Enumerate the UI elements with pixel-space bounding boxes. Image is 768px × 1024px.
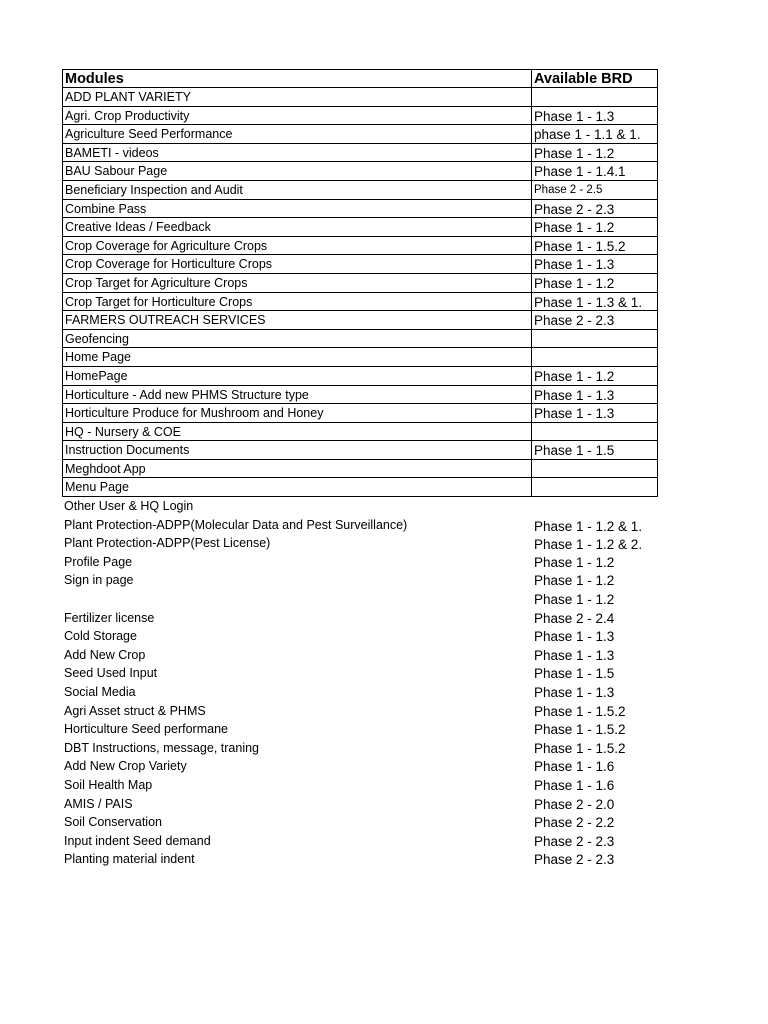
brd-cell[interactable]: Phase 1 - 1.3: [532, 107, 658, 126]
brd-cell[interactable]: Phase 2 - 2.3: [532, 200, 658, 219]
spreadsheet-table: [62, 69, 658, 869]
brd-cell[interactable]: [532, 330, 658, 349]
table-row: [62, 850, 658, 869]
module-cell[interactable]: Cold Storage: [64, 629, 137, 644]
module-cell[interactable]: Planting material indent: [64, 852, 195, 867]
module-cell[interactable]: DBT Instructions, message, traning: [64, 740, 259, 755]
table-row: [62, 813, 658, 832]
brd-cell[interactable]: Phase 1 - 1.3: [532, 404, 658, 423]
module-cell[interactable]: Plant Protection-ADPP(Pest License): [64, 536, 271, 551]
brd-cell[interactable]: Phase 1 - 1.5.2: [534, 722, 626, 738]
module-cell[interactable]: Other User & HQ Login: [64, 499, 194, 514]
module-cell[interactable]: Social Media: [64, 685, 136, 699]
module-cell[interactable]: Plant Protection-ADPP(Molecular Data and Pest Surveillance): [64, 517, 408, 532]
module-cell[interactable]: Input indent Seed demand: [64, 833, 211, 848]
module-cell[interactable]: Add New Crop Variety: [64, 759, 187, 774]
brd-cell[interactable]: Phase 1 - 1.5: [532, 441, 658, 460]
brd-cell[interactable]: [532, 460, 658, 479]
module-cell[interactable]: Home Page: [62, 348, 532, 367]
table-row: [62, 832, 658, 851]
table-row: [62, 423, 658, 442]
module-cell[interactable]: ADD PLANT VARIETY: [62, 88, 532, 107]
module-cell[interactable]: Meghdoot App: [62, 460, 532, 479]
table-row: [62, 237, 658, 256]
module-cell[interactable]: BAU Sabour Page: [62, 162, 532, 181]
brd-cell[interactable]: Phase 1 - 1.5.2: [534, 740, 626, 756]
brd-cell[interactable]: Phase 1 - 1.3: [534, 629, 615, 645]
module-cell[interactable]: Horticulture - Add new PHMS Structure type: [62, 386, 532, 405]
brd-cell[interactable]: [532, 478, 658, 497]
table-row: [62, 627, 658, 646]
table-row: [62, 553, 658, 572]
table-row: [62, 255, 658, 274]
module-cell[interactable]: Sign in page: [64, 573, 134, 588]
module-cell[interactable]: Agri Asset struct & PHMS: [64, 703, 206, 718]
table-row: [62, 646, 658, 665]
table-row: [62, 330, 658, 349]
table-row: [62, 534, 658, 553]
table-row: [62, 107, 658, 126]
brd-cell[interactable]: Phase 1 - 1.2: [532, 274, 658, 293]
module-cell[interactable]: Combine Pass: [62, 200, 532, 219]
brd-cell[interactable]: Phase 1 - 1.3: [532, 386, 658, 405]
brd-cell[interactable]: Phase 1 - 1.5.2: [532, 237, 658, 256]
table-row: [62, 367, 658, 386]
brd-cell[interactable]: Phase 1 - 1.2: [532, 218, 658, 237]
module-cell[interactable]: Menu Page: [62, 478, 532, 497]
table-body: [62, 88, 658, 869]
table-row: [62, 386, 658, 405]
module-cell[interactable]: Crop Coverage for Horticulture Crops: [62, 255, 532, 274]
table-row: [62, 795, 658, 814]
module-cell[interactable]: Soil Conservation: [64, 815, 162, 830]
module-cell[interactable]: Crop Target for Agriculture Crops: [62, 274, 532, 293]
brd-cell[interactable]: [532, 423, 658, 442]
brd-cell[interactable]: Phase 1 - 1.3 & 1.: [532, 293, 658, 312]
module-cell[interactable]: [62, 590, 532, 609]
brd-cell[interactable]: Phase 1 - 1.4.1: [532, 162, 658, 181]
brd-cell[interactable]: Phase 1 - 1.6: [534, 777, 615, 793]
module-cell[interactable]: Fertilizer license: [64, 610, 155, 625]
table-row: [62, 200, 658, 219]
module-cell[interactable]: Creative Ideas / Feedback: [62, 218, 532, 237]
table-row: [62, 478, 658, 497]
brd-cell[interactable]: Phase 1 - 1.3: [534, 647, 615, 663]
table-row: [62, 571, 658, 590]
module-cell[interactable]: Seed Used Input: [64, 666, 158, 681]
brd-cell[interactable]: Phase 1 - 1.5.2: [534, 703, 626, 719]
table-row: [62, 348, 658, 367]
header-modules[interactable]: Modules: [62, 69, 532, 88]
brd-cell[interactable]: Phase 2 - 2.5: [532, 181, 658, 200]
brd-cell[interactable]: Phase 1 - 1.2: [532, 367, 658, 386]
table-row: [62, 218, 658, 237]
table-row: [62, 720, 658, 739]
table-row: [62, 162, 658, 181]
brd-cell[interactable]: Phase 2 - 2.3: [532, 311, 658, 330]
table-row: [62, 702, 658, 721]
table-row: [62, 497, 658, 516]
brd-cell[interactable]: Phase 1 - 1.2: [532, 144, 658, 163]
brd-cell[interactable]: Phase 1 - 1.2: [534, 554, 615, 570]
table-row: [62, 609, 658, 628]
table-row: [62, 590, 658, 609]
brd-cell[interactable]: Phase 1 - 1.2: [534, 592, 615, 608]
module-cell[interactable]: Profile Page: [64, 554, 133, 569]
brd-cell[interactable]: Phase 1 - 1.5: [534, 666, 615, 682]
brd-cell[interactable]: phase 1 - 1.1 & 1.: [532, 125, 658, 144]
table-row: [62, 460, 658, 479]
module-cell[interactable]: FARMERS OUTREACH SERVICES: [62, 311, 532, 330]
header-available-brd[interactable]: Available BRD: [532, 69, 658, 88]
table-row: [62, 441, 658, 460]
table-row: [62, 757, 658, 776]
module-cell[interactable]: Instruction Documents: [62, 441, 532, 460]
table-row: [62, 516, 658, 535]
brd-cell[interactable]: Phase 1 - 1.2: [534, 573, 615, 589]
table-row: [62, 293, 658, 312]
brd-cell[interactable]: Phase 2 - 2.3: [534, 833, 615, 849]
brd-cell[interactable]: Phase 1 - 1.6: [534, 759, 615, 775]
module-cell[interactable]: BAMETI - videos: [62, 144, 532, 163]
brd-cell[interactable]: Phase 1 - 1.3: [532, 255, 658, 274]
table-row: [62, 88, 658, 107]
module-cell[interactable]: Crop Target for Horticulture Crops: [62, 293, 532, 312]
module-cell[interactable]: Soil Health Map: [64, 777, 153, 792]
module-cell[interactable]: Agri. Crop Productivity: [62, 107, 532, 126]
brd-cell[interactable]: Phase 1 - 1.2 & 1.: [534, 518, 643, 534]
brd-cell[interactable]: [532, 497, 658, 516]
module-cell[interactable]: AMIS / PAIS: [64, 796, 133, 811]
table-row: [62, 311, 658, 330]
module-cell[interactable]: HQ - Nursery & COE: [62, 423, 532, 442]
brd-cell[interactable]: Phase 1 - 1.2 & 2.: [534, 537, 643, 553]
table-row: [62, 664, 658, 683]
module-cell[interactable]: Beneficiary Inspection and Audit: [62, 181, 532, 200]
table-row: [62, 776, 658, 795]
module-cell[interactable]: Agriculture Seed Performance: [62, 125, 532, 144]
brd-cell[interactable]: [532, 348, 658, 367]
table-row: [62, 274, 658, 293]
module-cell[interactable]: Horticulture Produce for Mushroom and Honey: [62, 404, 532, 423]
brd-cell[interactable]: Phase 2 - 2.3: [534, 852, 615, 868]
table-header-row: [62, 69, 658, 88]
brd-cell[interactable]: Phase 2 - 2.2: [534, 815, 615, 831]
table-row: [62, 125, 658, 144]
brd-cell[interactable]: Phase 2 - 2.0: [534, 796, 615, 812]
table-row: [62, 404, 658, 423]
table-row: [62, 144, 658, 163]
module-cell[interactable]: Crop Coverage for Agriculture Crops: [62, 237, 532, 256]
module-cell[interactable]: Horticulture Seed performane: [64, 722, 228, 737]
brd-cell[interactable]: [532, 88, 658, 107]
module-cell[interactable]: Add New Crop: [64, 647, 146, 662]
table-row: [62, 739, 658, 758]
brd-cell[interactable]: Phase 2 - 2.4: [534, 610, 615, 626]
brd-cell[interactable]: Phase 1 - 1.3: [534, 685, 615, 700]
module-cell[interactable]: HomePage: [62, 367, 532, 386]
table-row: [62, 683, 658, 702]
table-row: [62, 181, 658, 200]
module-cell[interactable]: Geofencing: [62, 330, 532, 349]
